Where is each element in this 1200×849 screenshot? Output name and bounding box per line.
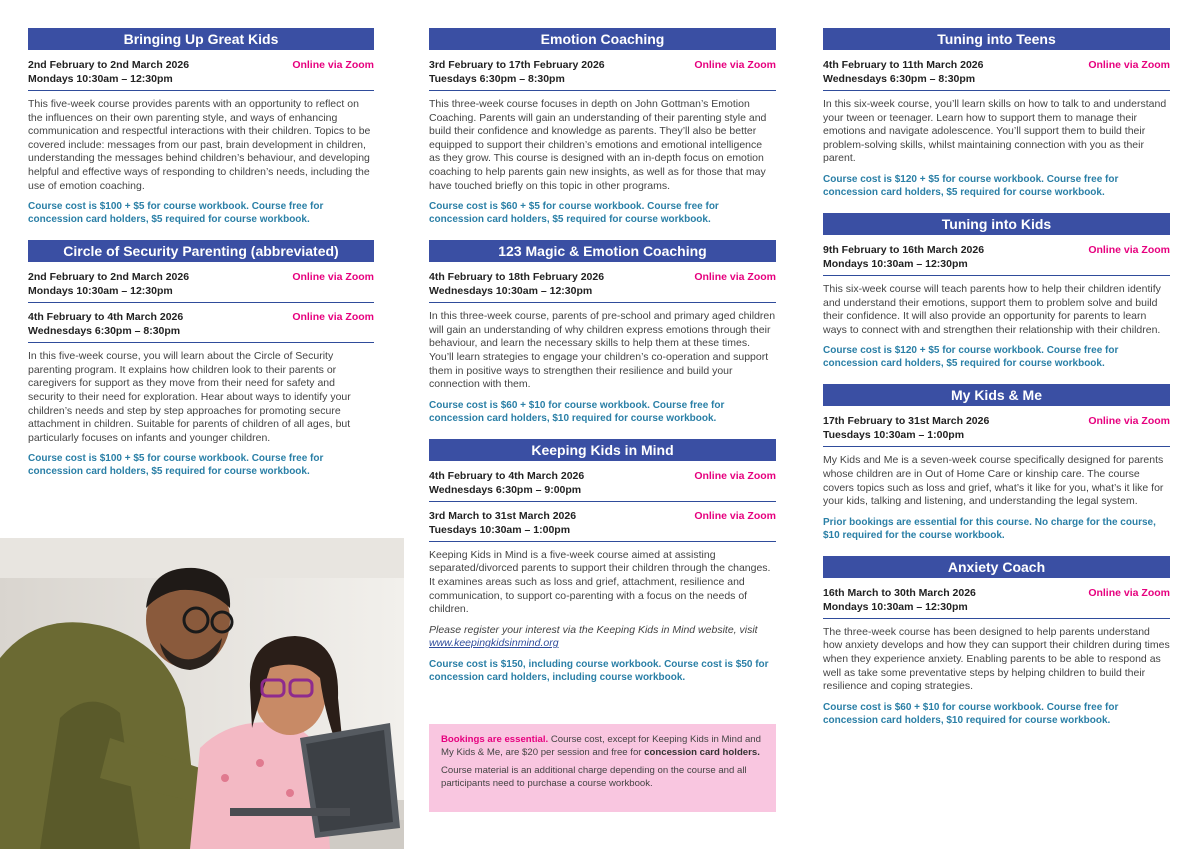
course-title: Tuning into Teens <box>823 28 1170 50</box>
session-dates: 3rd March to 31st March 2026 <box>429 509 577 522</box>
course-cost: Course cost is $150, including course workbook. Course cost is $50 for concession card holders, including course workbook. <box>429 658 769 683</box>
course-cost: Course cost is $120 + $5 for course workbook. Course free for concession card holders, $5 required for course workbook. <box>823 345 1119 370</box>
photo-illustration <box>0 538 404 849</box>
session-dates: 2nd February to 2nd March 2026 <box>28 59 190 71</box>
online-via-zoom-label: Online via Zoom <box>292 311 374 324</box>
session <box>823 414 1170 447</box>
session-dates: 4th February to 4th March 2026 <box>28 311 184 324</box>
online-via-zoom-label: Online via Zoom <box>292 271 374 284</box>
course-my-kids-and-me <box>823 384 1170 541</box>
session <box>28 58 374 91</box>
course-title: Tuning into Kids <box>823 213 1170 235</box>
session-times: Wednesdays 6:30pm – 8:30pm <box>823 73 976 85</box>
concession-text: concession card holders. <box>644 746 760 758</box>
session <box>28 270 374 303</box>
course-description: This three-week course focuses in depth on John Gottman’s Emotion Coaching. Parents will gain an understanding of their parenting style and build their confidence and knowledge as parents. They’ll also be better equipped to support their children’s emotions and emotional intelligence as they grow. This course is designed with an in-depth focus on emotion coaching to help parents gain new insights, as well as for those that may have touched briefly on this topic in other programs. <box>429 98 767 192</box>
course-anxiety-coach <box>823 556 1170 727</box>
course-123-magic <box>429 240 776 425</box>
session-times: Tuesdays 10:30am – 1:00pm <box>823 429 965 442</box>
course-description: This five-week course provides parents with an opportunity to reflect on the influences on their own parenting style, and ways of enhancing communication and respectful interactions with their children. Topics to be covered include: messages from our past, brain development in children, understanding the messages behind children’s behaviour, and developing helpful and effective ways of responding to children’s needs, including the use of emotion coaching. <box>28 98 371 192</box>
bookings-text: Course cost, except for Keeping Kids in Mind and My Kids & Me, are $20 per session and free for <box>441 734 761 758</box>
course-tuning-into-teens <box>823 28 1170 199</box>
parent-child-photo <box>0 538 404 849</box>
session <box>429 58 776 91</box>
session-times: Tuesdays 6:30pm – 8:30pm <box>429 73 565 85</box>
session <box>429 509 776 542</box>
online-via-zoom-label: Online via Zoom <box>694 271 776 284</box>
column-right <box>823 28 1170 741</box>
course-title: Emotion Coaching <box>429 28 776 50</box>
course-cost: Course cost is $100 + $5 for course workbook. Course free for concession card holders, $5 required for course workbook. <box>28 453 324 478</box>
session-times: Mondays 10:30am – 12:30pm <box>823 600 968 613</box>
course-cost: Course cost is $120 + $5 for course workbook. Course free for concession card holders, $5 required for course workbook. <box>823 173 1119 198</box>
session-dates: 16th March to 30th March 2026 <box>823 586 976 599</box>
session-times: Mondays 10:30am – 12:30pm <box>28 73 173 85</box>
session <box>823 58 1170 91</box>
course-circle-of-security <box>28 240 374 478</box>
session-dates: 3rd February to 17th February 2026 <box>429 59 605 71</box>
session-times: Wednesdays 10:30am – 12:30pm <box>429 285 593 298</box>
session <box>429 469 776 502</box>
session-times: Mondays 10:30am – 12:30pm <box>28 285 173 298</box>
course-emotion-coaching <box>429 28 776 226</box>
session-dates: 4th February to 11th March 2026 <box>823 59 984 71</box>
course-description: In this five-week course, you will learn about the Circle of Security parenting program. It explains how children look to their parents or caregivers for support as they move from their need for safety and security to their need for exploration. Hear about ways to identify your children’s needs and step by step approaches for promoting secure attachment in children. Suitable for parents of children of all ages, but particularly focuses on infants and younger children. <box>28 350 351 444</box>
session <box>823 243 1170 276</box>
session-dates: 9th February to 16th March 2026 <box>823 243 985 256</box>
session-dates: 4th February to 18th February 2026 <box>429 271 605 284</box>
course-title: Anxiety Coach <box>823 556 1170 578</box>
online-via-zoom-label: Online via Zoom <box>1088 586 1170 599</box>
online-via-zoom-label: Online via Zoom <box>694 469 776 482</box>
course-bringing-up-great-kids <box>28 28 374 226</box>
course-title: 123 Magic & Emotion Coaching <box>429 240 776 262</box>
course-description: In this six-week course, you’ll learn skills on how to talk to and understand your tween or teenager. Learn how to support them to manage their emotions and navigate adolescence. You’ll support them to build their problem-solving skills, whilst maintaining connection with you as their parent. <box>823 98 1167 165</box>
course-cost: Course cost is $100 + $5 for course workbook. Course free for concession card holders, $5 required for course workbook. <box>28 201 324 226</box>
session-times: Tuesdays 10:30am – 1:00pm <box>429 523 571 536</box>
session <box>429 270 776 303</box>
session-times: Wednesdays 6:30pm – 8:30pm <box>28 325 181 338</box>
course-description: This six-week course will teach parents how to help their children identify and understand their emotions, support them to problem solve and build their confidence. It will also provide an opportunity for parents to learn ways to connect with and strengthen their relationship with their children. <box>823 282 1161 336</box>
course-title: Circle of Security Parenting (abbreviated) <box>28 240 374 262</box>
course-cost: Course cost is $60 + $5 for course workbook. Course free for concession card holders, $5 required for course workbook. <box>429 201 719 226</box>
column-middle <box>429 28 776 698</box>
column-left <box>28 28 374 492</box>
course-title: My Kids & Me <box>823 384 1170 406</box>
online-via-zoom-label: Online via Zoom <box>694 509 776 522</box>
course-cost: Course cost is $60 + $10 for course workbook. Course free for concession card holders, $10 required for course workbook. <box>429 399 725 424</box>
course-tuning-into-kids <box>823 213 1170 370</box>
course-description: The three-week course has been designed to help parents understand how anxiety develops and how they can support their children during times when they experience anxiety. Enabling parents to be able to respond as well as take some preventative steps by helping children to build their resilience and coping strategies. <box>823 625 1170 693</box>
bookings-info-box <box>429 724 776 812</box>
course-keeping-kids-in-mind <box>429 439 776 684</box>
session <box>28 310 374 343</box>
course-material-paragraph: Course material is an additional charge depending on the course and all participants need to purchase a course workbook. <box>441 765 747 789</box>
session-dates: 17th February to 31st March 2026 <box>823 415 990 428</box>
course-title: Keeping Kids in Mind <box>429 439 776 461</box>
online-via-zoom-label: Online via Zoom <box>1088 415 1170 428</box>
bookings-paragraph <box>441 734 764 759</box>
online-via-zoom-label: Online via Zoom <box>292 59 374 71</box>
register-note-text: Please register your interest via the Keeping Kids in Mind website, visit <box>429 623 758 636</box>
course-description: In this three-week course, parents of pre-school and primary aged children will gain an understanding of why children express emotions through their behaviour, and learn the necessary skills to help them at these times. You’ll learn strategies to engage your children’s co-operation and support them in positive ways to strengthen their resilience and build your connection with them. <box>429 310 776 391</box>
course-title: Bringing Up Great Kids <box>28 28 374 50</box>
session-times: Wednesdays 6:30pm – 9:00pm <box>429 483 582 496</box>
course-cost: Course cost is $60 + $10 for course workbook. Course free for concession card holders, $10 required for course workbook. <box>823 701 1119 726</box>
register-note <box>429 624 776 651</box>
course-description: Keeping Kids in Mind is a five-week course aimed at assisting separated/divorced parents to support their children through the changes. It examines areas such as loss and grief, attachment, resilience and communication, to support co-parenting with a focus on the needs of children. <box>429 548 771 616</box>
session <box>823 586 1170 619</box>
bookings-essential: Bookings are essential. <box>441 734 549 745</box>
session-dates: 2nd February to 2nd March 2026 <box>28 271 190 284</box>
session-dates: 4th February to 4th March 2026 <box>429 469 585 482</box>
kkim-website-link[interactable]: www.keepingkidsinmind.org <box>429 637 559 650</box>
session-times: Mondays 10:30am – 12:30pm <box>823 257 968 270</box>
course-description: My Kids and Me is a seven-week course specifically designed for parents whose children are in Out of Home Care or kinship care. The course covers topics such as loss and grief, what’s it like for you, what’s it like for your kids, talking and listening, and understanding the legal system. <box>823 454 1164 508</box>
course-cost: Prior bookings are essential for this course. No charge for the course, $10 required for the course workbook. <box>823 516 1156 541</box>
online-via-zoom-label: Online via Zoom <box>1088 59 1170 71</box>
online-via-zoom-label: Online via Zoom <box>1088 243 1170 256</box>
online-via-zoom-label: Online via Zoom <box>694 59 776 71</box>
